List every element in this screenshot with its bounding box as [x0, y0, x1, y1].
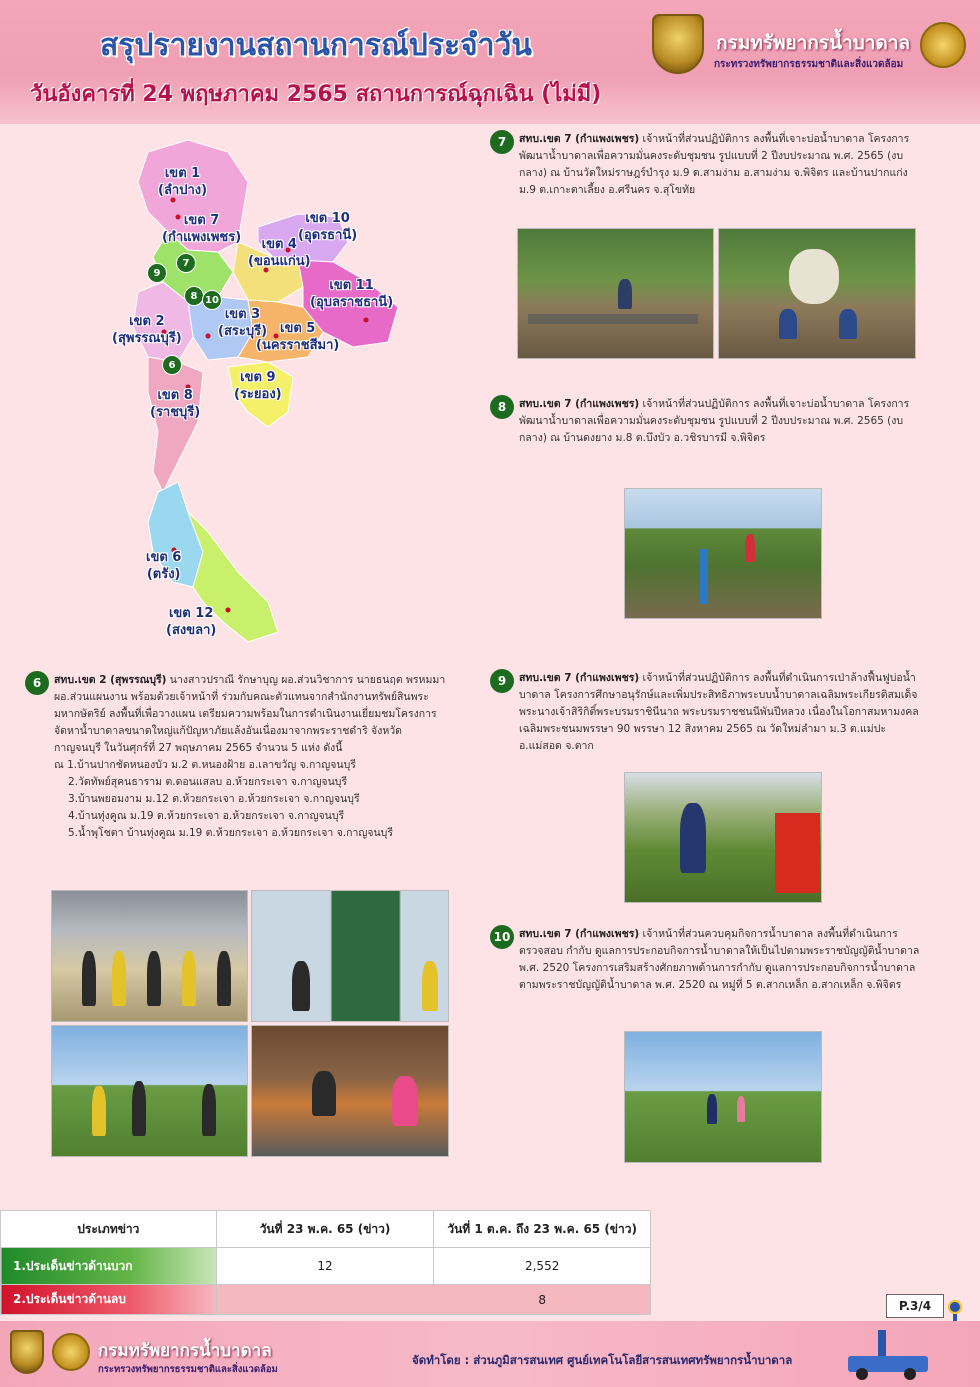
footer-dept-sub: กระทรวงทรัพยากรธรรมชาติและสิ่งแวดล้อม [98, 1364, 278, 1375]
dept-name: กรมทรัพยากรน้ำบาดาล [716, 32, 911, 54]
news-summary-table [0, 1210, 651, 1315]
map-region-zone8 [148, 357, 203, 492]
row-label: 1.ประเด็นข่าวด้านบวก [1, 1248, 217, 1285]
item-lead: สทบ.เขต 7 (กำแพงเพชร) [519, 672, 640, 684]
item-lead: สทบ.เขต 7 (กำแพงเพชร) [519, 928, 640, 940]
zone-label-5: เขต 5 (นครราชสีมา) [256, 321, 340, 353]
photo-drilling-site [517, 228, 714, 359]
item-body: เจ้าหน้าที่ส่วนปฏิบัติการ ลงพื้นที่เจาะบ่อน้ำบาดาล โครงการพัฒนาน้ำบาดาลเพื่อความมั่นคงระดับชุมชน รูปแบบที่ 2 ปีงบประมาณ พ.ศ. 2565 (งบกลาง) ณ บ้านดงยาง ม.8 ต.บึงบัว อ.วชิรบารมี จ.พิจิตร [519, 398, 910, 444]
dept-sub: กระทรวงทรัพยากรธรรมชาติและสิ่งแวดล้อม [714, 59, 904, 70]
item-number-badge: 9 [490, 669, 514, 693]
item-number-badge: 7 [490, 130, 514, 154]
item-7-text [519, 131, 919, 199]
list-item: 4.บ้านทุ่งคูณ ม.19 ต.ห้วยกระเจา อ.ห้วยกระเจา จ.กาญจนบุรี [68, 810, 345, 822]
photo-well-field [624, 488, 822, 619]
row-total-count: 8 [434, 1285, 651, 1315]
item-number-badge: 8 [490, 395, 514, 419]
item-8-text [519, 396, 919, 447]
zone-label-7: เขต 7 (กำแพงเพชร) [162, 213, 242, 245]
map-marker-6: 6 [162, 355, 182, 375]
row-day-count [216, 1285, 434, 1315]
map-marker-8: 8 [184, 286, 204, 306]
table-header: วันที่ 23 พ.ค. 65 (ข่าว) [216, 1211, 434, 1248]
footer-dept-name: กรมทรัพยากรน้ำบาดาล [98, 1341, 272, 1361]
footer-credit: จัดทำโดย : ส่วนภูมิสารสนเทศ ศูนย์เทคโนโลยีสารสนเทศทรัพยากรน้ำบาดาล [412, 1353, 793, 1367]
ministry-seal-icon [920, 22, 966, 68]
zone-label-6: เขต 6 (ตรัง) [146, 550, 182, 582]
item-body: เจ้าหน้าที่ส่วนปฏิบัติการ ลงพื้นที่เจาะบ่อน้ำบาดาล โครงการพัฒนาน้ำบาดาลเพื่อความมั่นคงระดับชุมชน รูปแบบที่ 2 ปีงบประมาณ พ.ศ. 2565 (งบกลาง) ณ บ้านวัดใหม่ราษฎร์บำรุง ม.9 ต.สามง่าม อ.สามง่าม จ.พิจิตร และบ้านปากแก่ง ม.9 ต.เกาะตาเลี้ยง อ.ศรีนคร จ.สุโขทัย [519, 133, 910, 196]
report-date: วันอังคารที่ 24 พฤษภาคม 2565 สถานการณ์ฉุกเฉิน (ไม่มี) [30, 82, 602, 107]
dept-emblem-icon [652, 14, 704, 74]
map-marker-10: 10 [202, 290, 222, 310]
list-item: ณ 1.บ้านปากชัดหนองบัว ม.2 ต.หนองฝ้าย อ.เลาขวัญ จ.กาญจนบุรี [54, 759, 356, 771]
table-header-row [1, 1211, 651, 1248]
photo-group-meeting [51, 890, 248, 1022]
list-item: 2.วัดทัพย์สุคนธาราม ต.ดอนแสลบ อ.ห้วยกระเจา จ.กาญจนบุรี [68, 776, 348, 788]
map-marker-7: 7 [176, 253, 196, 273]
zone-label-2: เขต 2 (สุพรรณบุรี) [112, 314, 182, 346]
item-lead: สทบ.เขต 2 (สุพรรณบุรี) [54, 674, 167, 686]
row-day-count: 12 [216, 1248, 434, 1285]
zone-label-11: เขต 11 (อุบลราชธานี) [310, 278, 394, 310]
item-body: เจ้าหน้าที่ส่วนปฏิบัติการ ลงพื้นที่ดำเนินการเป่าล้างฟื้นฟูบ่อน้ำบาดาล โครงการศึกษาอนุรักษ์และเพิ่มประสิทธิภาพระบบน้ำบาดาลเฉลิมพระเกียรติสมเด็จพระนางเจ้าสิริกิติ์พระบรมราชินีนาถ พระบรมราชชนนีพันปีหลวง เนื่องในโอกาสมหามงคลเฉลิมพระชนมพรรษา 90 พรรษา 12 สิงหาคม 2565 ณ วัดใหม่ลำมา ม.3 ต.แม่ปะ อ.แม่สอด จ.ตาก [519, 672, 919, 752]
row-total-count: 2,552 [434, 1248, 651, 1285]
photo-well-flushing [624, 772, 822, 903]
photo-drilling-rig [718, 228, 916, 359]
drilling-truck-icon [848, 1330, 940, 1380]
zone-label-8: เขต 8 (ราชบุรี) [150, 388, 201, 420]
table-header: ประเภทข่าว [1, 1211, 217, 1248]
footer-dept-emblem-icon [10, 1330, 44, 1374]
page-number: P.3/4 [886, 1294, 944, 1318]
item-10-text [519, 926, 921, 994]
table-row [1, 1248, 651, 1285]
zone-label-12: เขต 12 (สงขลา) [166, 606, 217, 638]
list-item: 3.บ้านพยอมงาม ม.12 ต.ห้วยกระเจา อ.ห้วยกระเจา จ.กาญจนบุรี [68, 793, 360, 805]
zone-label-1: เขต 1 (ลำปาง) [158, 166, 208, 198]
zone-label-10: เขต 10 (อุดรธานี) [298, 211, 358, 243]
item-6-text [54, 672, 446, 757]
item-number-badge: 10 [490, 925, 514, 949]
photo-site-visit [51, 1025, 248, 1157]
photo-office-meeting [251, 1025, 449, 1157]
item-9-text [519, 670, 921, 755]
zone-label-4: เขต 4 (ขอนแก่น) [248, 237, 311, 269]
item-body: เจ้าหน้าที่ส่วนควบคุมกิจการน้ำบาดาล ลงพื้นที่ดำเนินการตรวจสอบ กำกับ ดูแลการประกอบกิจการน้ำบาดาลให้เป็นไปตามพระราชบัญญัติน้ำบาดาล พ.ศ. 2520 โครงการเสริมสร้างศักยภาพด้านการกำกับ ดูแลการประกอบกิจการน้ำบาดาล ตามพระราชบัญญัติน้ำบาดาล พ.ศ. 2520 ณ หมู่ที่ 5 ต.สากเหล็ก อ.สากเหล็ก จ.พิจิตร [519, 928, 920, 991]
page-title: สรุปรายงานสถานการณ์ประจำวัน [100, 28, 532, 63]
row-label: 2.ประเด็นข่าวด้านลบ [1, 1285, 217, 1315]
footer-ministry-seal-icon [52, 1333, 90, 1371]
table-header: วันที่ 1 ต.ค. ถึง 23 พ.ค. 65 (ข่าว) [434, 1211, 651, 1248]
item-number-badge: 6 [25, 671, 49, 695]
item-lead: สทบ.เขต 7 (กำแพงเพชร) [519, 398, 640, 410]
map-marker-9: 9 [147, 263, 167, 283]
item-6-site-list [54, 757, 446, 842]
zone-label-9: เขต 9 (ระยอง) [234, 370, 282, 402]
zone-label-3: เขต 3 (สระบุรี) [218, 307, 268, 339]
item-body: นางสาวปราณี รักษาบุญ ผอ.ส่วนวิชาการ นายธนฤต พรหมมา ผอ.ส่วนแผนงาน พร้อมด้วยเจ้าหน้าที่ ร่วมกับคณะตัวแทนจากสำนักงานทรัพย์สินพระมหากษัตริย์ ลงพื้นที่เพื่อวางแผน เตรียมความพร้อมในการดำเนินงานเยี่ยมชมโครงการจัดหาน้ำบาดาลขนาดใหญ่แก้ปัญหาภัยแล้งอันเนื่องมาจากพระราชดำริ จังหวัดกาญจนบุรี ในวันศุกร์ที่ 27 พฤษภาคม 2565 จำนวน 5 แห่ง ดังนี้ [54, 674, 446, 754]
photo-inspection-field [624, 1031, 822, 1163]
item-lead: สทบ.เขต 7 (กำแพงเพชร) [519, 133, 640, 145]
table-row [1, 1285, 651, 1315]
list-item: 5.น้ำพุโชตา บ้านทุ่งคูณ ม.19 ต.ห้วยกระเจา อ.ห้วยกระเจา จ.กาญจนบุรี [68, 827, 393, 839]
photo-water-tank [251, 890, 449, 1022]
